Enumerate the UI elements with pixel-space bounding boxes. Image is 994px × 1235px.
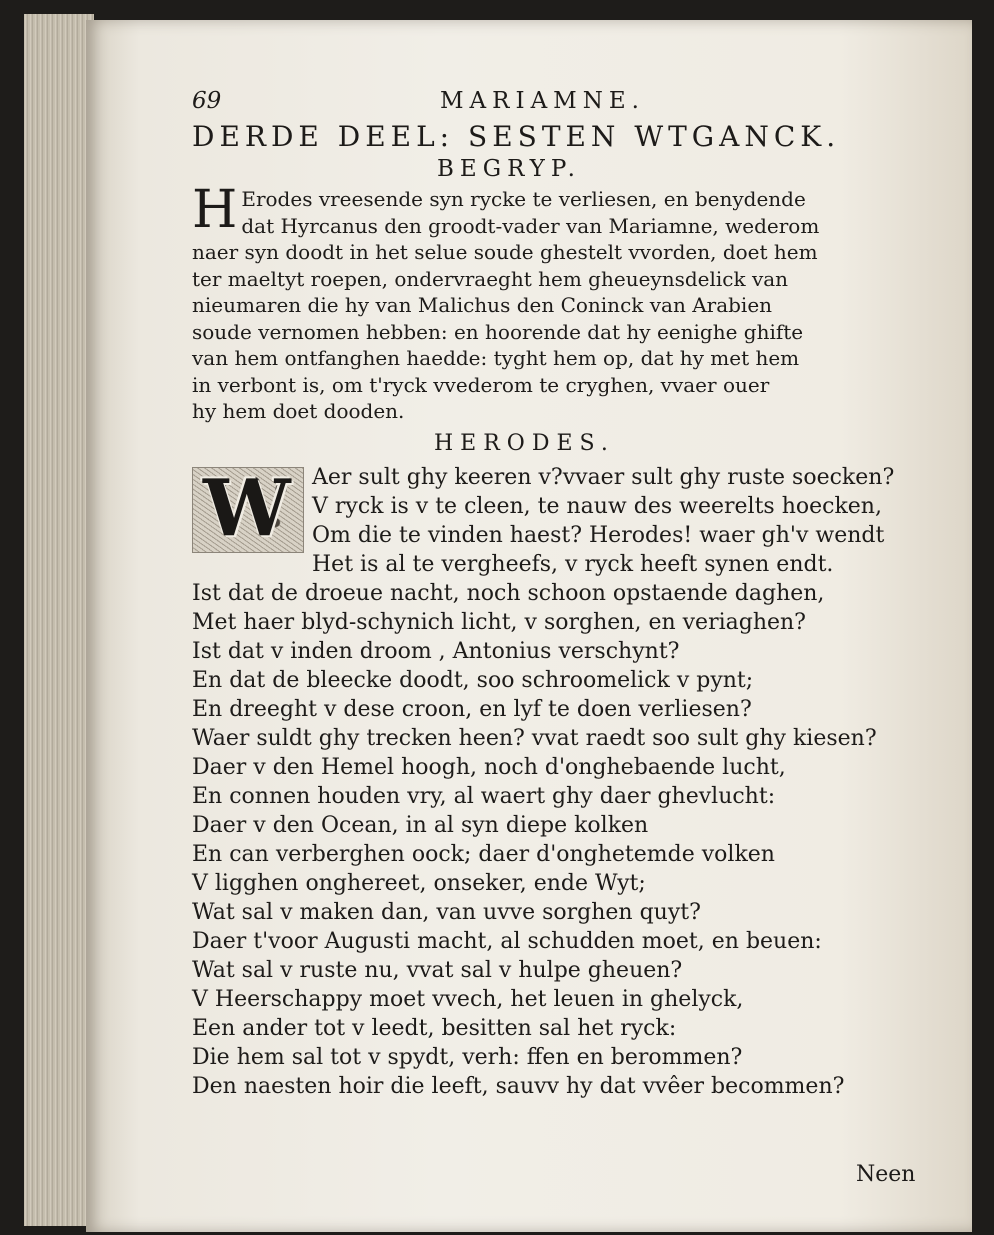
summary-line: Erodes vreesende syn rycke te verliesen, en benydende [241, 187, 806, 211]
summary-heading: BEGRYP. [437, 156, 581, 182]
running-title: MARIAMNE. [440, 88, 645, 114]
verse-line: Wat sal v maken dan, van uvve sorghen quyt? [192, 899, 701, 925]
summary-line: van hem ontfanghen haedde: tyght hem op, dat hy met hem [192, 346, 800, 370]
summary-paragraph [192, 180, 937, 425]
summary-line: ter maeltyt roepen, ondervraeght hem gheueynsdelick van [192, 266, 789, 291]
verse-line: Den naesten hoir die leeft, sauvv hy dat vvêer becommen? [192, 1073, 845, 1099]
verse-line: Ist dat v inden droom , Antonius verschynt? [192, 638, 680, 664]
verse-block [192, 463, 937, 1101]
summary-line: nieumaren die hy van Malichus den Coninck van Arabien [192, 293, 773, 317]
summary-line: soude vernomen hebben: en hoorende dat hy eenighe ghifte [192, 319, 804, 344]
catchword: Neen [856, 1162, 916, 1187]
verse-line: Om die te vinden haest? Herodes! waer gh'v wendt [312, 522, 885, 548]
verse-line: Daer v den Ocean, in al syn diepe kolken [192, 812, 649, 838]
page-number: 69 [192, 88, 222, 114]
verse-line: En dat de bleecke doodt, soo schroomelick v pynt; [192, 667, 754, 693]
verse-line: Het is al te vergheefs, v ryck heeft synen endt. [312, 551, 834, 577]
speaker-name: HERODES. [434, 430, 615, 456]
summary-line: dat Hyrcanus den groodt-vader van Mariamne, wederom [241, 213, 820, 238]
verse-line: Aer sult ghy keeren v?vvaer sult ghy ruste soecken? [312, 464, 895, 490]
section-heading: DERDE DEEL: SESTEN WTGANCK. [192, 120, 841, 153]
decorated-initial-letter: W [203, 462, 291, 554]
verse-line: En dreeght v dese croon, en lyf te doen verliesen? [192, 696, 752, 722]
verse-line: V ligghen onghereet, onseker, ende Wyt; [192, 870, 646, 896]
page-headline [192, 84, 937, 120]
verse-line: V ryck is v te cleen, te nauw des weerelts hoecken, [312, 493, 882, 519]
verse-line: Daer t'voor Augusti macht, al schudden moet, en beuen: [192, 928, 822, 954]
summary-line: naer syn doodt in het selue soude ghestelt vvorden, doet hem [192, 240, 818, 264]
verse-line: Waer suldt ghy trecken heen? vvat raedt soo sult ghy kiesen? [192, 725, 877, 751]
verse-line: Wat sal v ruste nu, vvat sal v hulpe gheuen? [192, 957, 683, 983]
verse-line: Ist dat de droeue nacht, noch schoon opstaende daghen, [192, 580, 825, 606]
verse-line: V Heerschappy moet vvech, het leuen in ghelyck, [192, 986, 744, 1012]
verse-line: En can verberghen oock; daer d'onghetemde volken [192, 841, 775, 867]
summary-line: hy hem doet dooden. [192, 399, 405, 423]
verse-line: En connen houden vry, al waert ghy daer ghevlucht: [192, 783, 776, 809]
verse-line: Een ander tot v leedt, besitten sal het ryck: [192, 1015, 677, 1041]
page-text [192, 84, 937, 1101]
verse-line: Met haer blyd-schynich licht, v sorghen, en veriaghen? [192, 609, 806, 635]
summary-line: in verbont is, om t'ryck vvederom te cryghen, vvaer ouer [192, 372, 770, 397]
summary-initial: H [192, 180, 238, 240]
decorated-initial [192, 462, 304, 554]
verse-line: Die hem sal tot v spydt, verh: ffen en berommen? [192, 1044, 743, 1070]
page-edges [24, 14, 94, 1226]
verse-line: Daer v den Hemel hoogh, noch d'onghebaende lucht, [192, 754, 786, 780]
